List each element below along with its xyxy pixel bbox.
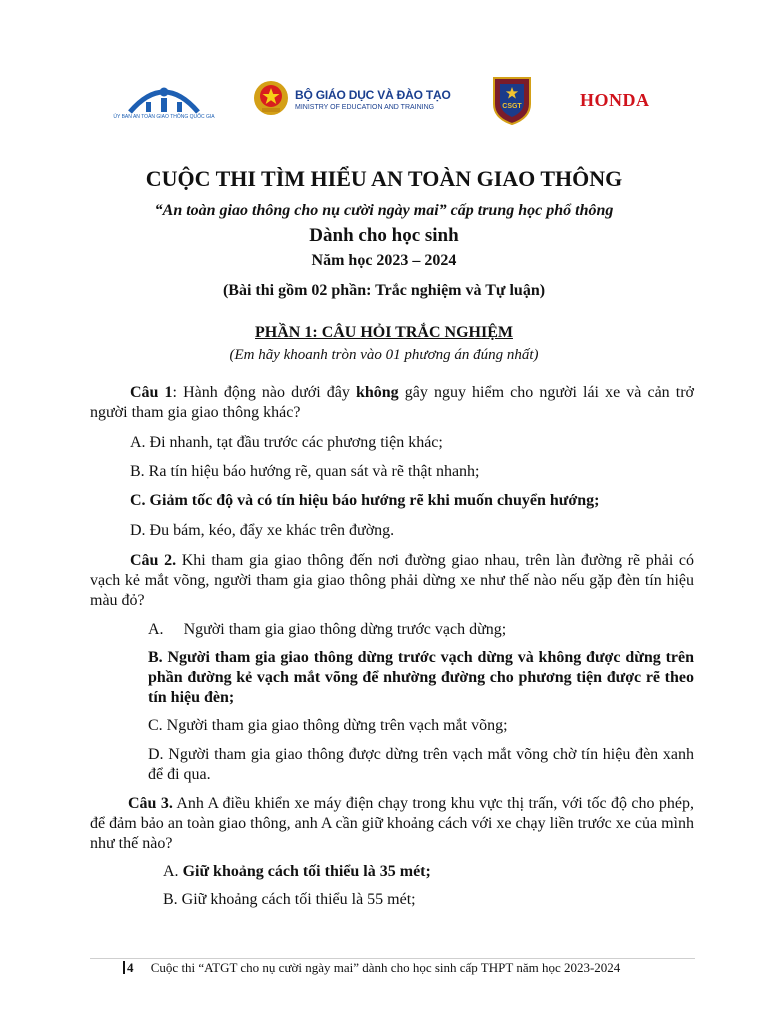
logo-row	[0, 74, 768, 130]
footer-text: Cuộc thi “ATGT cho nụ cười ngày mai” dành cho học sinh cấp THPT năm học 2023-2024	[150, 960, 621, 975]
question-2-label: Câu 2.	[130, 552, 177, 569]
question-1-text-b: gây nguy hiểm cho người lái xe và cản trở người tham gia giao thông khác?	[90, 384, 695, 421]
question-2-option-a	[148, 620, 506, 640]
question-1-option-b: B. Ra tín hiệu báo hướng rẽ, quan sát và rẽ thật nhanh;	[130, 463, 480, 480]
question-1-text-a: : Hành động nào dưới đây	[172, 384, 356, 401]
question-3-text: Anh A điều khiển xe máy điện chạy trong khu vực thị trấn, với tốc độ cho phép, để đảm bảo an toàn giao thông, anh A cần giữ khoảng cách với xe chạy liền trước xe của mình như thế nào?	[90, 795, 695, 852]
footer-bar	[123, 961, 125, 974]
question-1-emphasis: không	[355, 384, 399, 401]
question-1-option-c: C. Giảm tốc độ và có tín hiệu báo hướng rẽ khi muốn chuyển hướng;	[130, 492, 600, 509]
question-3-option-a-letter: A.	[163, 863, 179, 880]
ministry-english-name: MINISTRY OF EDUCATION AND TRAINING	[295, 104, 435, 111]
contest-title: CUỘC THI TÌM HIỂU AN TOÀN GIAO THÔNG	[145, 166, 623, 191]
school-year: Năm học 2023 – 2024	[311, 252, 457, 269]
traffic-police-badge-icon	[491, 74, 533, 126]
question-2-option-a-text: Người tham gia giao thông dừng trước vạch dừng;	[183, 621, 507, 638]
honda-logo: HONDA	[580, 90, 650, 110]
footer-divider	[90, 958, 695, 959]
section-instruction: (Em hãy khoanh tròn vào 01 phương án đúng nhất)	[229, 347, 539, 363]
section-title: PHẦN 1: CÂU HỎI TRẮC NGHIỆM	[255, 324, 513, 341]
page-footer	[123, 960, 620, 976]
question-3-option-b-letter: B.	[163, 891, 178, 908]
national-emblem-icon	[253, 80, 289, 116]
csgt-text: CSGT	[502, 103, 522, 110]
question-3	[90, 794, 694, 854]
question-2-option-d: D. Người tham gia giao thông được dừng trên vạch mắt võng chờ tín hiệu đèn xanh để đi qua.	[148, 746, 694, 783]
ministry-name: BỘ GIÁO DỤC VÀ ĐÀO TẠO	[295, 88, 451, 102]
question-2-option-a-letter: A.	[148, 621, 164, 638]
question-1-option-d: D. Đu bám, kéo, đẩy xe khác trên đường.	[130, 522, 395, 539]
committee-logo	[108, 78, 220, 122]
committee-emblem-icon	[126, 78, 202, 114]
question-2-option-b: B. Người tham gia giao thông dừng trước vạch dừng và không được dừng trên phần đường kẻ vạch mắt võng để nhường đường cho phương tiện được rẽ theo tín hiệu đèn;	[148, 649, 694, 706]
question-3-label: Câu 3.	[128, 795, 173, 812]
ministry-logo	[253, 80, 451, 116]
question-1-option-a: A. Đi nhanh, tạt đầu trước các phương tiện khác;	[130, 434, 443, 451]
contest-subtitle: “An toàn giao thông cho nụ cười ngày mai” cấp trung học phổ thông	[154, 202, 614, 219]
question-3-option-b-text: Giữ khoảng cách tối thiểu là 55 mét;	[181, 891, 416, 908]
question-2	[90, 551, 694, 611]
exam-structure: (Bài thi gồm 02 phần: Trắc nghiệm và Tự luận)	[222, 282, 546, 299]
question-2-option-c: C. Người tham gia giao thông dừng trên vạch mắt võng;	[148, 717, 508, 734]
page-number: 4	[127, 960, 134, 975]
question-1	[90, 383, 694, 423]
question-3-option-a-text: Giữ khoảng cách tối thiểu là 35 mét;	[182, 863, 431, 880]
question-2-text: Khi tham gia giao thông đến nơi đường giao nhau, trên làn đường rẽ phải có vạch kẻ mắt võng, người tham gia giao thông phải dừng xe như thế nào nếu gặp đèn tín hiệu màu đỏ?	[90, 552, 695, 609]
question-3-option-a	[163, 862, 431, 882]
traffic-police-logo	[491, 74, 533, 126]
question-3-option-b	[163, 890, 416, 910]
committee-caption: ỦY BAN AN TOÀN GIAO THÔNG QUỐC GIA	[113, 114, 215, 120]
audience-line: Dành cho học sinh	[309, 225, 459, 246]
question-1-label: Câu 1	[130, 384, 173, 401]
